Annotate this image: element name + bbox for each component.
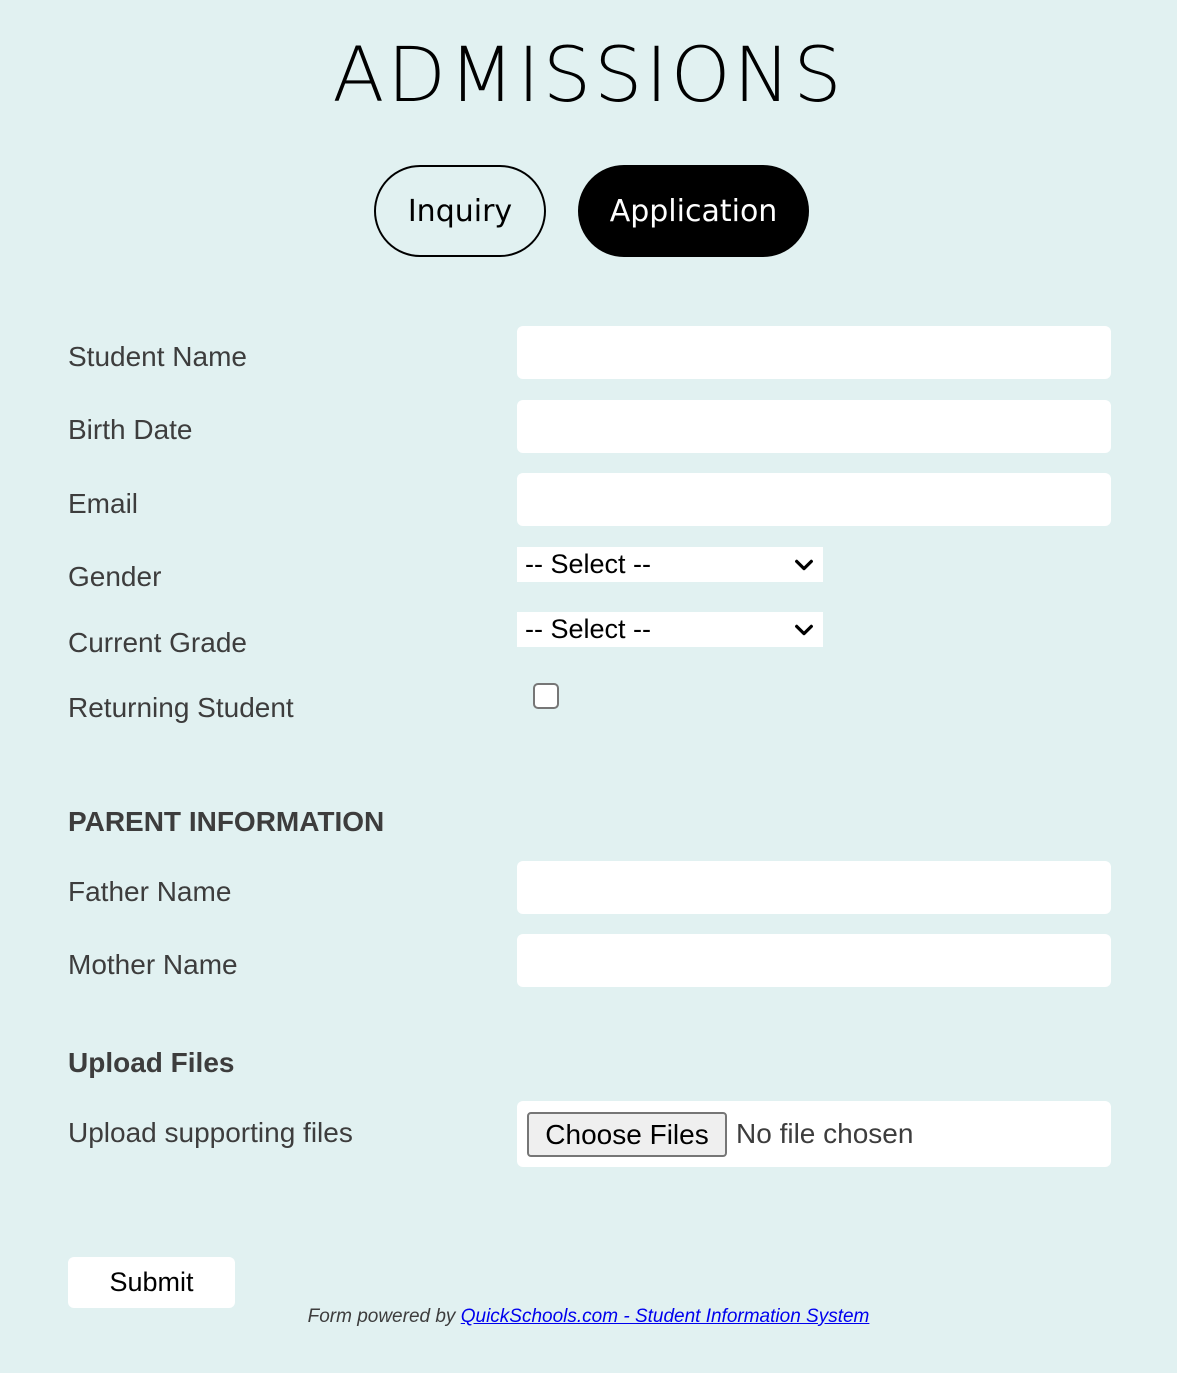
current-grade-select[interactable] xyxy=(517,612,823,647)
parent-info-heading: PARENT INFORMATION xyxy=(68,806,385,837)
mother-name-label: Mother Name xyxy=(68,949,238,980)
student-name-label: Student Name xyxy=(68,341,247,372)
tab-application[interactable]: Application xyxy=(578,165,809,257)
father-name-label: Father Name xyxy=(68,876,232,907)
chevron-down-icon xyxy=(793,619,815,641)
returning-student-label: Returning Student xyxy=(68,692,294,723)
email-input[interactable] xyxy=(517,473,1111,526)
upload-files-heading: Upload Files xyxy=(68,1047,235,1078)
current-grade-label: Current Grade xyxy=(68,627,247,658)
birth-date-input[interactable] xyxy=(517,400,1111,453)
grade-select-value: -- Select -- xyxy=(525,614,652,644)
choose-files-button[interactable]: Choose Files xyxy=(527,1112,727,1157)
gender-label: Gender xyxy=(68,561,162,592)
student-name-input[interactable] xyxy=(517,326,1111,379)
submit-button[interactable]: Submit xyxy=(68,1257,235,1308)
father-name-input[interactable] xyxy=(517,861,1111,914)
footer xyxy=(0,1306,1177,1328)
page-title: ADMISSIONS xyxy=(332,30,845,119)
gender-select-value: -- Select -- xyxy=(525,549,652,579)
upload-files-label: Upload supporting files xyxy=(68,1117,353,1148)
returning-student-checkbox[interactable] xyxy=(533,683,559,709)
tab-inquiry[interactable]: Inquiry xyxy=(374,165,546,257)
chevron-down-icon xyxy=(793,554,815,576)
file-status-text: No file chosen xyxy=(736,1118,914,1149)
mother-name-input[interactable] xyxy=(517,934,1111,987)
quickschools-link[interactable]: QuickSchools.com - Student Information System xyxy=(460,1306,870,1327)
gender-select[interactable] xyxy=(517,547,823,582)
footer-prefix: Form powered by xyxy=(307,1306,461,1327)
email-label: Email xyxy=(68,488,139,519)
birth-date-label: Birth Date xyxy=(68,414,193,445)
